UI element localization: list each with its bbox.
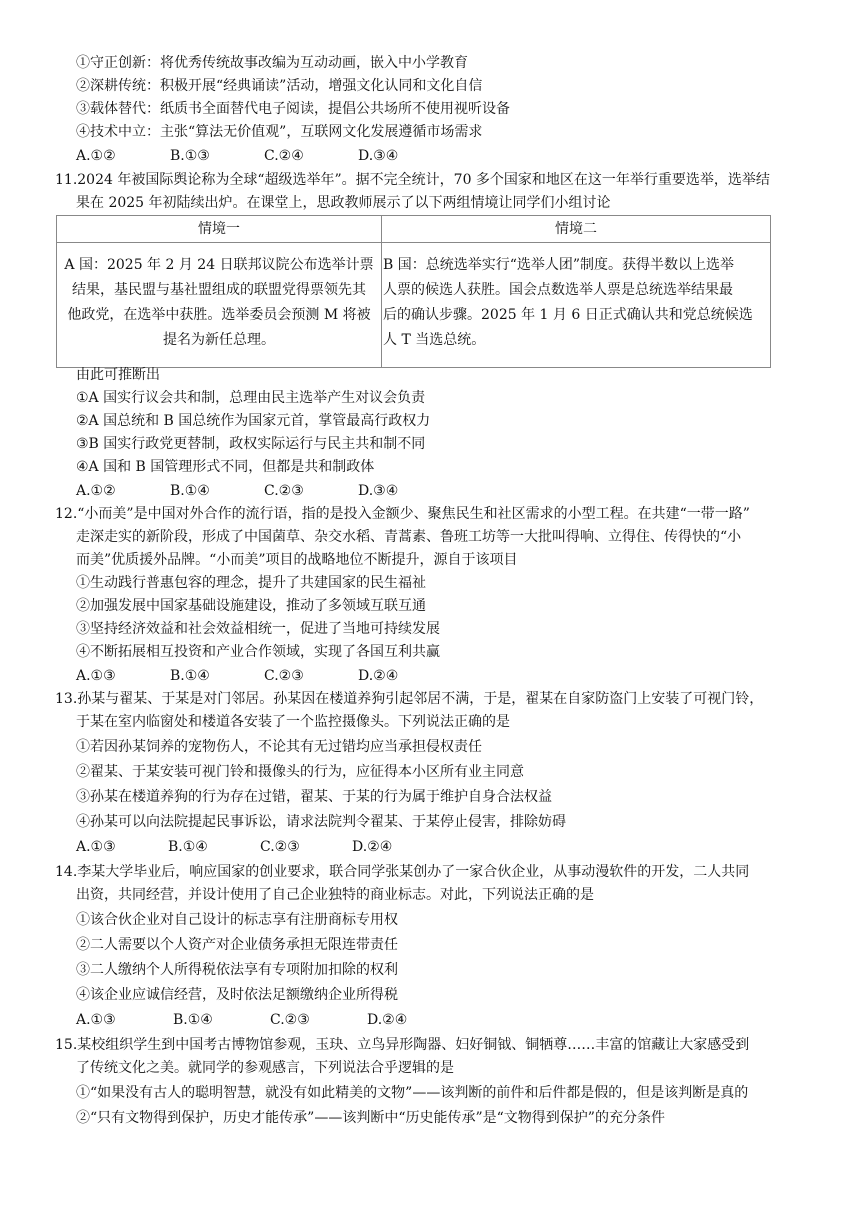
q12-statement-4: ④不断拓展相互投资和产业合作领域，实现了各国互利共赢	[76, 644, 440, 660]
q11-lead: 由此可推断出	[76, 367, 160, 383]
q12-statement-1: ①生动践行普惠包容的理念，提升了共建国家的民生福祉	[76, 575, 426, 591]
table-cell-situation-1	[57, 243, 382, 368]
q13-option-a[interactable]: A.①③	[76, 839, 116, 855]
q12-option-a[interactable]: A.①③	[76, 668, 116, 684]
q13-statement-2: ②翟某、于某安装可视门铃和摄像头的行为，应征得本小区所有业主同意	[76, 764, 524, 780]
q12-option-d[interactable]: D.②④	[358, 668, 399, 684]
q13-option-d[interactable]: D.②④	[352, 839, 393, 855]
q12-option-b[interactable]: B.①④	[170, 668, 210, 684]
q11-statement-3: ③B 国实行政党更替制，政权实际运行与民主共和制不同	[76, 436, 426, 452]
q12-stem-line-1: 12.“小而美”是中国对外合作的流行语，指的是投入金额少、聚焦民生和社区需求的小型工程。在共建“一带一路”	[55, 506, 750, 522]
q10-option-a[interactable]: A.①②	[76, 148, 116, 164]
q12-options	[76, 665, 452, 687]
q15-statement-2: ②“只有文物得到保护，历史才能传承”——该判断中“历史能传承”是“文物得到保护”的充分条件	[76, 1110, 665, 1126]
q13-statement-3: ③孙某在楼道养狗的行为存在过错，翟某、于某的行为属于维护自身合法权益	[76, 789, 552, 805]
q14-stem-line-2: 出资，共同经营，并设计使用了自己企业独特的商业标志。对此，下列说法正确的是	[76, 887, 594, 903]
q10-options	[76, 145, 452, 167]
q11-situation-table	[56, 215, 771, 368]
q14-statement-4: ④该企业应诚信经营，及时依法足额缴纳企业所得税	[76, 987, 398, 1003]
cell1-line-1: A 国：2025 年 2 月 24 日联邦议院公布选举计票	[64, 257, 374, 273]
q12-stem-line-2: 走深走实的新阶段，形成了中国菌草、杂交水稻、青蒿素、鲁班工坊等一大批叫得响、立得住、传得快的“小	[76, 529, 742, 545]
cell1-line-3: 他政党，在选举中获胜。选举委员会预测 M 将被	[67, 307, 371, 323]
q11-options	[76, 480, 452, 502]
q13-option-c[interactable]: C.②③	[260, 839, 300, 855]
q13-option-b[interactable]: B.①④	[168, 839, 208, 855]
cell2-line-4: 人 T 当选总统。	[383, 332, 486, 348]
q14-option-a[interactable]: A.①③	[76, 1012, 116, 1028]
q10-option-d[interactable]: D.③④	[358, 148, 399, 164]
q14-stem-line-1: 14.李某大学毕业后，响应国家的创业要求，联合同学张某创办了一家合伙企业，从事动漫软件的开发，二人共同	[55, 864, 750, 880]
q11-option-d[interactable]: D.③④	[358, 483, 399, 499]
q11-statement-4: ④A 国和 B 国管理形式不同，但都是共和制政体	[76, 459, 375, 475]
q14-statement-3: ③二人缴纳个人所得税依法享有专项附加扣除的权利	[76, 962, 398, 978]
q13-statement-1: ①若因孙某饲养的宠物伤人，不论其有无过错均应当承担侵权责任	[76, 739, 482, 755]
table-header-situation-1: 情境一	[57, 216, 382, 243]
q11-statement-1: ①A 国实行议会共和制，总理由民主选举产生对议会负责	[76, 390, 426, 406]
q14-options	[76, 1009, 464, 1031]
table-cell-situation-2	[382, 243, 771, 368]
q13-options	[76, 836, 444, 858]
cell2-line-1: B 国：总统选举实行“选举人团”制度。获得半数以上选举	[383, 257, 735, 273]
q14-option-d[interactable]: D.②④	[367, 1012, 408, 1028]
q14-option-b[interactable]: B.①④	[173, 1012, 213, 1028]
cell2-line-3: 后的确认步骤。2025 年 1 月 6 日正式确认共和党总统候选	[383, 307, 753, 323]
cell2-line-2: 人票的候选人获胜。国会点数选举人票是总统选举结果最	[383, 282, 733, 298]
q12-stem-line-3: 而美”优质援外品牌。“小而美”项目的战略地位不断提升，源自于该项目	[76, 552, 518, 568]
q13-statement-4: ④孙某可以向法院提起民事诉讼，请求法院判令翟某、于某停止侵害，排除妨碍	[76, 814, 566, 830]
q10-statement-4: ④技术中立：主张“算法无价值观”，互联网文化发展遵循市场需求	[76, 124, 483, 140]
q13-stem-line-2: 于某在室内临窗处和楼道各安装了一个监控摄像头。下列说法正确的是	[76, 714, 510, 730]
q15-stem-line-2: 了传统文化之美。就同学的参观感言，下列说法合乎逻辑的是	[76, 1060, 454, 1076]
q11-stem-line-1: 11.2024 年被国际舆论称为全球“超级选举年”。据不完全统计，70 多个国家和地区在这一年举行重要选举，选举结	[55, 172, 770, 188]
q14-statement-2: ②二人需要以个人资产对企业债务承担无限连带责任	[76, 937, 398, 953]
q10-option-c[interactable]: C.②④	[264, 148, 304, 164]
q11-statement-2: ②A 国总统和 B 国总统作为国家元首，掌管最高行政权力	[76, 413, 431, 429]
q14-statement-1: ①该合伙企业对自己设计的标志享有注册商标专用权	[76, 912, 398, 928]
q12-statement-2: ②加强发展中国家基础设施建设，推动了多领域互联互通	[76, 598, 426, 614]
q10-option-b[interactable]: B.①③	[170, 148, 210, 164]
q12-statement-3: ③坚持经济效益和社会效益相统一，促进了当地可持续发展	[76, 621, 440, 637]
q15-statement-1: ①“如果没有古人的聪明智慧，就没有如此精美的文物”——该判断的前件和后件都是假的，但是该判断是真的	[76, 1085, 749, 1101]
q13-stem-line-1: 13.孙某与翟某、于某是对门邻居。孙某因在楼道养狗引起邻居不满，于是，翟某在自家防盗门上安装了可视门铃，	[55, 691, 764, 707]
q11-option-c[interactable]: C.②③	[264, 483, 304, 499]
cell1-line-4: 提名为新任总理。	[163, 332, 275, 348]
q10-statement-1: ①守正创新：将优秀传统故事改编为互动动画，嵌入中小学教育	[76, 55, 468, 71]
q15-stem-line-1: 15.某校组织学生到中国考古博物馆参观，玉玦、立鸟异形陶器、妇好铜钺、铜牺尊……丰富的馆藏让大家感受到	[55, 1037, 750, 1053]
q10-statement-2: ②深耕传统：积极开展“经典诵读”活动，增强文化认同和文化自信	[76, 78, 483, 94]
q11-option-a[interactable]: A.①②	[76, 483, 116, 499]
table-header-situation-2: 情境二	[382, 216, 771, 243]
q14-option-c[interactable]: C.②③	[270, 1012, 310, 1028]
q12-option-c[interactable]: C.②③	[264, 668, 304, 684]
q10-statement-3: ③载体替代：纸质书全面替代电子阅读，提倡公共场所不使用视听设备	[76, 101, 510, 117]
q11-stem-line-2: 果在 2025 年初陆续出炉。在课堂上，思政教师展示了以下两组情境让同学们小组讨论	[76, 195, 611, 211]
q11-option-b[interactable]: B.①④	[170, 483, 210, 499]
cell1-line-2: 结果，基民盟与基社盟组成的联盟党得票领先其	[72, 282, 366, 298]
